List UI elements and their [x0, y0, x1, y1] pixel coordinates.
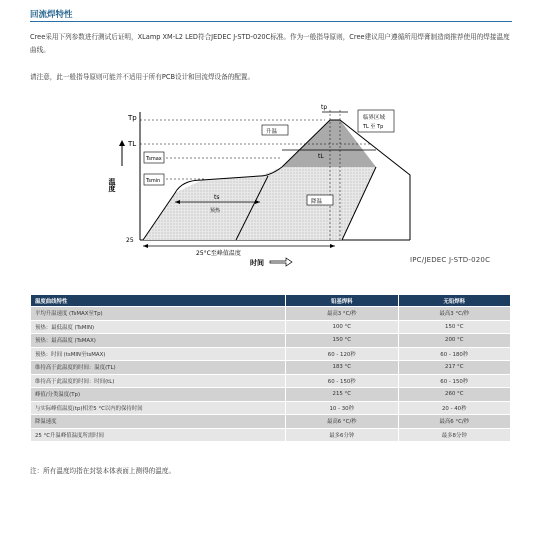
lead-free-value: 最多8分钟	[398, 428, 511, 442]
diagram-caption: IPC/JEDEC J-STD-020C	[410, 256, 491, 264]
table-row	[31, 415, 511, 429]
lead-free-value: 最高6 °C/秒	[398, 415, 511, 429]
lead-free-value: 60 - 150秒	[398, 374, 511, 388]
lead-value: 最高3 °C/秒	[286, 307, 399, 321]
table-row	[31, 334, 511, 348]
ts-label: ts	[214, 194, 220, 201]
lead-value: 60 - 150秒	[286, 374, 399, 388]
lead-free-value: 217 °C	[398, 361, 511, 375]
reflow-profile-table	[30, 294, 511, 442]
x-origin-label: 25	[126, 237, 134, 244]
lead-value: 183 °C	[286, 361, 399, 375]
tp-label: Tp	[128, 114, 137, 122]
lead-value: 最多6分钟	[286, 428, 399, 442]
row-label: 维持高于此温度的时间：时间(tL)	[31, 374, 286, 388]
tp-small-label: tp	[321, 104, 328, 111]
title-divider	[30, 21, 512, 22]
lead-value: 150 °C	[286, 334, 399, 348]
row-label: 25 °C升温峰值温度所需时间	[31, 428, 286, 442]
row-label: 与实际峰值温度(tp)相差5 °C以内的保持时间	[31, 401, 286, 415]
lead-value: 10 - 30秒	[286, 401, 399, 415]
lead-free-value: 20 - 40秒	[398, 401, 511, 415]
lead-free-value: 最高3 °C/秒	[398, 307, 511, 321]
preheat-label: 预热	[210, 208, 221, 214]
row-label: 预热：最低温度 (TsMIN)	[31, 320, 286, 334]
lead-value: 215 °C	[286, 388, 399, 402]
row-label: 预热：时间 (tsMIN至tsMAX)	[31, 347, 286, 361]
row-label: 预热：最高温度 (TsMAX)	[31, 334, 286, 348]
header-lead-free: 无铅焊料	[398, 295, 511, 307]
notice-paragraph: 请注意，此一般指导原则可能并不适用于所有PCB设计和回流焊设备的配置。	[30, 73, 255, 81]
x-axis-arrow	[270, 258, 292, 266]
tl-small-label: tL	[318, 153, 324, 160]
tsmin-label: Tsmin	[146, 178, 161, 184]
x-axis-label: 时间	[250, 259, 264, 267]
row-label: 降温速度	[31, 415, 286, 429]
critical-zone-line1: 临界区域	[363, 115, 386, 121]
lead-value: 100 °C	[286, 320, 399, 334]
ramp-down-label: 降温	[311, 199, 323, 205]
table-row	[31, 361, 511, 375]
table-row	[31, 374, 511, 388]
y-axis-label: 温度	[108, 178, 116, 192]
critical-zone-line2: TL 至 Tp	[363, 124, 384, 130]
tsmax-label: Tsmax	[146, 156, 162, 162]
table-row	[31, 347, 511, 361]
lead-value: 最高6 °C/秒	[286, 415, 399, 429]
row-label: 平均升温速度 (TsMAX至Tp)	[31, 307, 286, 321]
table-row	[31, 428, 511, 442]
table-row	[31, 401, 511, 415]
intro-paragraph: Cree采用下列参数进行测试后证明，XLamp XM-L2 LED符合JEDEC J-STD-020C标准。作为一般指导原则，Cree建议用户遵循所用焊膏制造商推荐使用的焊接温度曲线。	[30, 33, 510, 54]
table-row	[31, 388, 511, 402]
footnote: 注：所有温度均指在封装本体表面上测得的温度。	[30, 467, 176, 475]
tl-label: TL	[128, 140, 137, 148]
row-label: 维持高于此温度的时间：温度(TL)	[31, 361, 286, 375]
table-row	[31, 307, 511, 321]
reflow-profile-diagram	[110, 100, 420, 268]
lead-free-value: 200 °C	[398, 334, 511, 348]
table-row	[31, 320, 511, 334]
header-lead: 铅基焊料	[286, 295, 399, 307]
ramp-up-label: 升温	[266, 129, 278, 135]
lead-free-value: 60 - 180秒	[398, 347, 511, 361]
row-label: 峰值/分类温度(Tp)	[31, 388, 286, 402]
lead-free-value: 150 °C	[398, 320, 511, 334]
section-title: 回流焊特性	[30, 10, 73, 20]
header-characteristic: 温度曲线特性	[31, 295, 286, 307]
lead-free-value: 260 °C	[398, 388, 511, 402]
time-to-peak-label: 25°C至峰值温度	[196, 250, 241, 257]
lead-value: 60 - 120秒	[286, 347, 399, 361]
